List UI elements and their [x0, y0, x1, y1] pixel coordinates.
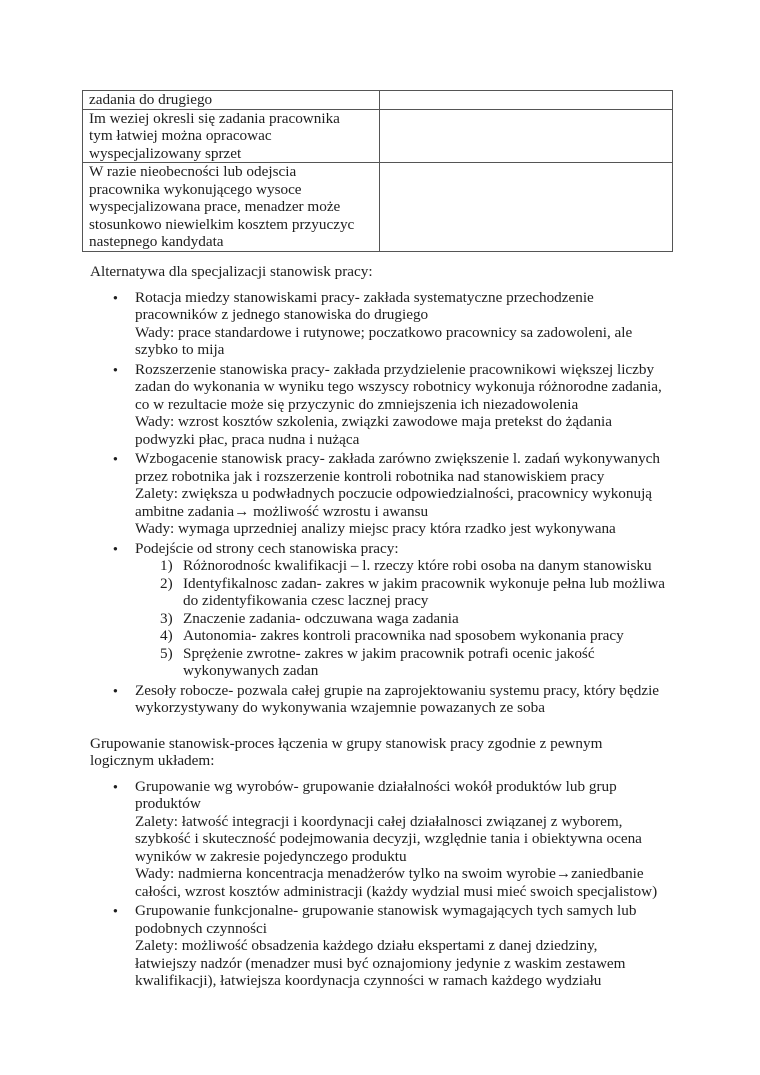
item-line: szybkość i skuteczność podejmowania decyzji, względnie tania i obiektywna ocena	[135, 830, 642, 847]
numbered-item-line: Identyfikalnosc zadan- zakres w jakim pracownik wykonuje pełna lub możliwa	[183, 574, 666, 592]
item-line: Wzbogacenie stanowisk pracy- zakłada zarówno zwiększenie l. zadań wykonywanych	[135, 450, 661, 467]
item-line: Grupowanie funkcjonalne- grupowanie stanowisk wymagających tych samych lub	[135, 902, 637, 919]
item-line: Wady: nadmierna koncentracja menadżerów tylko na swoim wyrobie→zaniedbanie	[135, 865, 644, 882]
item-line: podwyzki płac, praca nudna i nużąca	[135, 430, 360, 448]
table-cell	[83, 91, 380, 110]
bullet-item	[90, 540, 710, 558]
item-line: szybko to mija	[135, 341, 225, 358]
section-intro	[90, 735, 710, 770]
intro-line: Grupowanie stanowisk-proces łączenia w grupy stanowisk pracy zgodnie z pewnym	[90, 734, 603, 752]
cell-text-line: pracownika wykonującego wysoce	[89, 180, 302, 198]
bullet-icon: ●	[113, 906, 118, 915]
item-line: Wady: prace standardowe i rutynowe; poczatkowo pracownicy sa zadowoleni, ale	[135, 323, 633, 341]
numbered-item-line: wykonywanych zadan	[183, 662, 319, 679]
item-line: Wady: wymaga uprzedniej analizy miejsc pracy która rzadko jest wykonywana	[135, 520, 616, 537]
intro-line: logicznym układem:	[90, 752, 215, 769]
cell-text-line: tym łatwiej można opracowac	[89, 127, 272, 144]
table-cell	[83, 109, 380, 163]
bullet-item	[90, 450, 710, 538]
bullet-item	[90, 902, 710, 990]
intro-line: Alternatywa dla specjalizacji stanowisk pracy:	[90, 263, 373, 280]
table-row	[83, 163, 673, 252]
item-line: łatwiejszy nadzór (menadzer musi być oznajomiony jedynie z waskim zestawem	[135, 954, 626, 972]
bullet-icon: ●	[113, 543, 118, 553]
bullet-item	[90, 682, 710, 717]
bullet-icon: ●	[113, 781, 118, 791]
item-line: Zalety: zwiększa u podwładnych poczucie odpowiedzialności, pracownicy wykonują	[135, 485, 653, 502]
table-cell-empty	[380, 109, 673, 163]
item-number: 2)	[160, 574, 173, 592]
item-line: Grupowanie wg wyrobów- grupowanie działalności wokół produktów lub grup	[135, 777, 617, 795]
cell-text-line: wyspecjalizowany sprzet	[89, 144, 242, 162]
item-line: ambitne zadania→ możliwość wzrostu i awansu	[135, 502, 429, 520]
numbered-item-line: Sprężenie zwrotne- zakres w jakim pracownik potrafi ocenic jakość	[183, 644, 595, 662]
comparison-table	[82, 90, 673, 252]
numbered-item	[90, 645, 710, 680]
item-number: 3)	[160, 609, 173, 627]
item-number: 4)	[160, 627, 173, 644]
item-line: Zesoły robocze- pozwala całej grupie na zaprojektowaniu systemu pracy, który będzie	[135, 681, 660, 699]
bullet-item	[90, 289, 710, 359]
item-line: Podejście od strony cech stanowiska pracy:	[135, 539, 399, 557]
item-line: wykorzystywany do wykonywania wzajemnie powazanych ze soba	[135, 699, 545, 716]
cell-text-line: zadania do drugiego	[89, 91, 213, 108]
item-line: całości, wzrost kosztów administracji (każdy wydzial musi mieć swoich specjalistow)	[135, 882, 658, 900]
item-line: przez robotnika jak i rozszerzenie kontroli robotnika nad stanowiskiem pracy	[135, 467, 605, 485]
numbered-item-line: do zidentyfikowania czesc lacznej pracy	[183, 592, 429, 609]
table-row	[83, 109, 673, 163]
cell-text-line: wyspecjalizowana prace, menadzer może	[89, 198, 341, 215]
item-line: pracowników z jednego stanowiska do drugiego	[135, 306, 429, 323]
bullet-icon: ●	[113, 364, 118, 374]
section	[90, 735, 710, 990]
numbered-item	[90, 627, 710, 645]
table-cell	[83, 163, 380, 252]
document-body	[90, 263, 710, 1008]
numbered-item-line: Znaczenie zadania- odczuwana waga zadania	[183, 609, 459, 627]
item-line: Rozszerzenie stanowiska pracy- zakłada przydzielenie pracownikowi większej liczby	[135, 360, 655, 378]
item-line: wyników w zakresie pojedynczego produktu	[135, 847, 407, 865]
item-line: Zalety: łatwość integracji i koordynacji całej działalnosci związanej z wyborem,	[135, 812, 623, 830]
item-line: zadan do wykonania w wyniku tego wszyscy robotnicy wykonuja różnorodne zadania,	[135, 378, 662, 395]
bullet-icon: ●	[113, 454, 118, 463]
section	[90, 263, 710, 717]
table-cell-empty	[380, 163, 673, 252]
item-number: 5)	[160, 644, 173, 662]
item-line: produktów	[135, 795, 201, 812]
bullet-icon: ●	[113, 292, 118, 302]
numbered-item	[90, 610, 710, 628]
item-line: podobnych czynności	[135, 919, 268, 937]
table-cell-empty	[380, 91, 673, 110]
bullet-item	[90, 778, 710, 901]
item-line: Wady: wzrost kosztów szkolenia, związki zawodowe maja pretekst do żądania	[135, 413, 613, 430]
numbered-item-line: Autonomia- zakres kontroli pracownika nad sposobem wykonania pracy	[183, 627, 624, 644]
numbered-item	[90, 575, 710, 610]
item-line: Zalety: możliwość obsadzenia każdego działu ekspertami z danej dziedziny,	[135, 937, 598, 954]
cell-text-line: stosunkowo niewielkim kosztem przyuczyc	[89, 215, 355, 233]
table-row	[83, 91, 673, 110]
section-intro	[90, 263, 710, 281]
item-line: Rotacja miedzy stanowiskami pracy- zakłada systematyczne przechodzenie	[135, 288, 594, 306]
item-line: co w rezultacie może się przyczynic do zmniejszenia ich niezadowolenia	[135, 395, 579, 413]
bullet-item	[90, 361, 710, 449]
numbered-item	[90, 557, 710, 575]
cell-text-line: Im weziej okresli się zadania pracownika	[89, 109, 340, 127]
numbered-item-line: Różnorodnośc kwalifikacji – l. rzeczy które robi osoba na danym stanowisku	[183, 557, 652, 574]
cell-text-line: W razie nieobecności lub odejscia	[89, 163, 297, 180]
item-number: 1)	[160, 557, 173, 574]
bullet-icon: ●	[113, 685, 118, 695]
item-line: kwalifikacji), łatwiejsza koordynacja czynności w ramach każdego wydziału	[135, 972, 602, 989]
cell-text-line: nastepnego kandydata	[89, 233, 224, 250]
